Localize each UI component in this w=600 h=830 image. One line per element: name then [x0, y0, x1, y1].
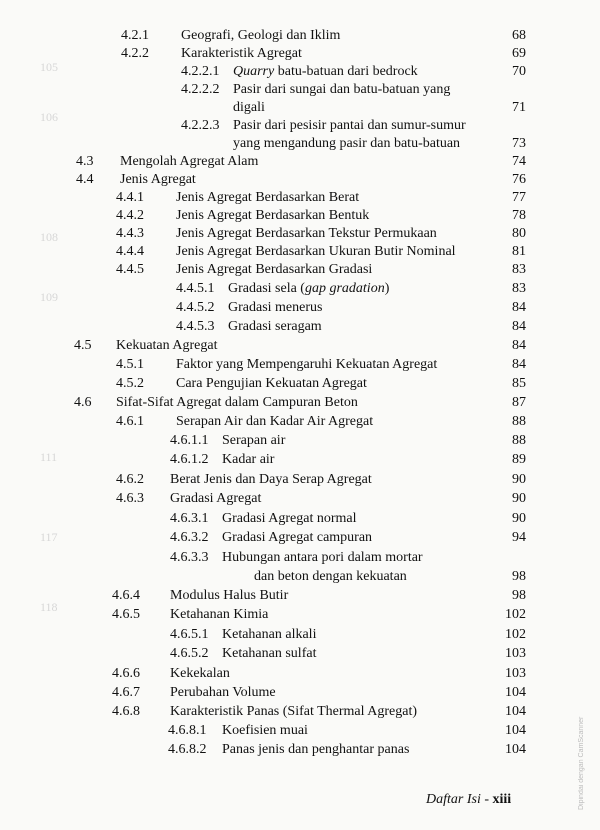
- entry-title-italic: Quarry: [233, 64, 275, 79]
- toc-entry[interactable]: [0, 206, 600, 226]
- entry-number: 4.6.5.2: [170, 646, 209, 661]
- entry-title: Jenis Agregat Berdasarkan Tekstur Permukaan: [176, 226, 437, 241]
- entry-number: 4.6.8.1: [168, 723, 207, 738]
- toc-entry[interactable]: [0, 489, 600, 509]
- footer-label: Daftar Isi: [426, 792, 481, 807]
- entry-number: 4.4.1: [116, 190, 144, 205]
- entry-page: 74: [512, 154, 526, 169]
- entry-title: Pasir dari pesisir pantai dan sumur-sumur: [233, 118, 466, 133]
- entry-number: 4.4.4: [116, 244, 144, 259]
- entry-title: Berat Jenis dan Daya Serap Agregat: [170, 472, 372, 487]
- entry-number: 4.6.3: [116, 491, 144, 506]
- entry-page: 89: [512, 452, 526, 467]
- toc-entry[interactable]: [0, 374, 600, 394]
- entry-page: 102: [505, 627, 526, 642]
- entry-title: Pasir dari sungai dan batu-batuan yang: [233, 82, 451, 97]
- entry-title: Mengolah Agregat Alam: [120, 154, 259, 169]
- toc-entry[interactable]: [0, 170, 600, 190]
- entry-title: [228, 279, 389, 299]
- entry-page: 73: [512, 136, 526, 151]
- entry-number: 4.6.6: [112, 666, 140, 681]
- entry-page: 104: [505, 685, 526, 700]
- entry-title: Ketahanan Kimia: [170, 607, 269, 622]
- entry-title: Koefisien muai: [222, 723, 308, 738]
- toc-entry[interactable]: [0, 336, 600, 356]
- entry-page: 69: [512, 46, 526, 61]
- entry-title: Modulus Halus Butir: [170, 588, 289, 603]
- entry-number: 4.2.1: [121, 28, 149, 43]
- entry-number: 4.5: [74, 338, 92, 353]
- toc-entry-continuation[interactable]: [0, 134, 600, 154]
- entry-number: 4.6: [74, 395, 92, 410]
- toc-entry[interactable]: [0, 431, 600, 451]
- entry-title-italic: gap gradation: [304, 281, 385, 296]
- bleed-through: 108: [40, 230, 58, 244]
- toc-entry[interactable]: [0, 625, 600, 645]
- entry-title: Gradasi Agregat: [170, 491, 262, 506]
- entry-title: Gradasi menerus: [228, 300, 323, 315]
- entry-page: 84: [512, 300, 526, 315]
- entry-page: 90: [512, 511, 526, 526]
- entry-page: 80: [512, 226, 526, 241]
- entry-title: Jenis Agregat: [120, 172, 196, 187]
- entry-title: Serapan air: [222, 433, 286, 448]
- entry-number: 4.2.2.1: [181, 64, 220, 79]
- entry-page: 104: [505, 723, 526, 738]
- entry-page: 87: [512, 395, 526, 410]
- entry-number: 4.6.4: [112, 588, 140, 603]
- toc-entry[interactable]: [0, 721, 600, 741]
- entry-title: Ketahanan alkali: [222, 627, 317, 642]
- bleed-through: 111: [40, 450, 58, 464]
- entry-number: 4.6.3.2: [170, 530, 209, 545]
- entry-page: 90: [512, 472, 526, 487]
- entry-number: 4.4.5.2: [176, 300, 215, 315]
- bleed-through: 105: [40, 60, 58, 74]
- entry-title: Jenis Agregat Berdasarkan Berat: [176, 190, 360, 205]
- entry-number: 4.6.3.3: [170, 550, 209, 565]
- entry-title: Gradasi Agregat campuran: [222, 530, 373, 545]
- entry-title: Kekekalan: [170, 666, 230, 681]
- entry-title-continuation: dan beton dengan kekuatan: [254, 569, 407, 584]
- entry-number: 4.6.1.1: [170, 433, 209, 448]
- entry-page: 81: [512, 244, 526, 259]
- entry-title: Serapan Air dan Kadar Air Agregat: [176, 414, 374, 429]
- toc-entry[interactable]: [0, 683, 600, 703]
- entry-title: Geografi, Geologi dan Iklim: [181, 28, 341, 43]
- entry-title: Jenis Agregat Berdasarkan Ukuran Butir Nominal: [176, 244, 456, 259]
- entry-title: Ketahanan sulfat: [222, 646, 317, 661]
- bleed-through: 109: [40, 290, 58, 304]
- toc-entry[interactable]: [0, 152, 600, 172]
- toc-entry[interactable]: [0, 242, 600, 262]
- toc-entry[interactable]: [0, 298, 600, 318]
- entry-number: 4.5.1: [116, 357, 144, 372]
- toc-entry-continuation[interactable]: [0, 98, 600, 118]
- entry-page: 88: [512, 414, 526, 429]
- toc-entry-continuation[interactable]: [0, 567, 600, 587]
- page-footer: [426, 792, 511, 808]
- entry-number: 4.2.2.2: [181, 82, 220, 97]
- entry-title: Jenis Agregat Berdasarkan Gradasi: [176, 262, 373, 277]
- entry-title: Hubungan antara pori dalam mortar: [222, 550, 423, 565]
- entry-page: 85: [512, 376, 526, 391]
- entry-page: 98: [512, 588, 526, 603]
- toc-entry[interactable]: [0, 116, 600, 136]
- footer-separator: -: [480, 792, 493, 807]
- toc-entry[interactable]: [0, 450, 600, 470]
- toc-entry[interactable]: [0, 62, 600, 82]
- entry-number: 4.6.8.2: [168, 742, 207, 757]
- entry-number: 4.6.1.2: [170, 452, 209, 467]
- toc-entry[interactable]: [0, 644, 600, 664]
- toc-entry[interactable]: [0, 26, 600, 46]
- entry-page: 88: [512, 433, 526, 448]
- entry-title: Kekuatan Agregat: [116, 338, 218, 353]
- entry-number: 4.6.1: [116, 414, 144, 429]
- toc-entry[interactable]: [0, 509, 600, 529]
- entry-page: 102: [505, 607, 526, 622]
- entry-number: 4.3: [76, 154, 94, 169]
- entry-title-rest: batu-batuan dari bedrock: [274, 64, 418, 79]
- toc-entry[interactable]: [0, 44, 600, 64]
- bleed-through: 106: [40, 110, 58, 124]
- entry-page: 78: [512, 208, 526, 223]
- entry-number: 4.4.5.3: [176, 319, 215, 334]
- toc-entry[interactable]: [0, 528, 600, 548]
- scanner-watermark: Dipindai dengan CamScanner: [578, 716, 585, 810]
- toc-entry[interactable]: [0, 664, 600, 684]
- entry-page: 83: [512, 281, 526, 296]
- entry-title: Faktor yang Mempengaruhi Kekuatan Agregat: [176, 357, 438, 372]
- entry-title-pre: Gradasi sela (: [228, 281, 305, 296]
- entry-number: 4.6.8: [112, 704, 140, 719]
- toc-entry[interactable]: [0, 412, 600, 432]
- toc-entry[interactable]: [0, 355, 600, 375]
- toc-entry[interactable]: [0, 605, 600, 625]
- entry-title: Karakteristik Agregat: [181, 46, 302, 61]
- entry-title: Jenis Agregat Berdasarkan Bentuk: [176, 208, 370, 223]
- toc-entry[interactable]: [0, 188, 600, 208]
- entry-title: Kadar air: [222, 452, 275, 467]
- toc-entry[interactable]: [0, 260, 600, 280]
- toc-entry[interactable]: [0, 740, 600, 760]
- entry-title: Karakteristik Panas (Sifat Thermal Agregat): [170, 704, 417, 719]
- entry-page: 70: [512, 64, 526, 79]
- entry-title-continuation: digali: [233, 100, 265, 115]
- toc-entry[interactable]: [0, 702, 600, 722]
- entry-title: Gradasi Agregat normal: [222, 511, 357, 526]
- toc-entry[interactable]: [0, 586, 600, 606]
- bleed-through: 118: [40, 600, 58, 614]
- entry-title: [233, 62, 418, 82]
- toc-entry[interactable]: [0, 548, 600, 568]
- entry-number: 4.5.2: [116, 376, 144, 391]
- entry-number: 4.2.2.3: [181, 118, 220, 133]
- entry-page: 94: [512, 530, 526, 545]
- entry-page: 68: [512, 28, 526, 43]
- footer-page-number: xiii: [492, 792, 512, 807]
- entry-page: 90: [512, 491, 526, 506]
- entry-title: Panas jenis dan penghantar panas: [222, 742, 410, 757]
- entry-page: 71: [512, 100, 526, 115]
- entry-page: 76: [512, 172, 526, 187]
- entry-number: 4.4.2: [116, 208, 144, 223]
- entry-page: 103: [505, 646, 526, 661]
- entry-title: Gradasi seragam: [228, 319, 322, 334]
- toc-entry[interactable]: [0, 470, 600, 490]
- toc-entry[interactable]: [0, 317, 600, 337]
- entry-title: Perubahan Volume: [170, 685, 276, 700]
- entry-number: 4.6.5.1: [170, 627, 209, 642]
- toc-entry[interactable]: [0, 224, 600, 244]
- entry-page: 104: [505, 742, 526, 757]
- entry-page: 84: [512, 319, 526, 334]
- entry-title: Sifat-Sifat Agregat dalam Campuran Beton: [116, 395, 358, 410]
- entry-number: 4.2.2: [121, 46, 149, 61]
- entry-page: 84: [512, 338, 526, 353]
- entry-page: 104: [505, 704, 526, 719]
- entry-number: 4.4.3: [116, 226, 144, 241]
- toc-entry[interactable]: [0, 80, 600, 100]
- toc-entry[interactable]: [0, 279, 600, 299]
- entry-page: 84: [512, 357, 526, 372]
- entry-page: 77: [512, 190, 526, 205]
- entry-page: 98: [512, 569, 526, 584]
- entry-title: Cara Pengujian Kekuatan Agregat: [176, 376, 367, 391]
- entry-title-rest: ): [384, 281, 390, 296]
- entry-number: 4.6.7: [112, 685, 140, 700]
- entry-page: 103: [505, 666, 526, 681]
- entry-page: 83: [512, 262, 526, 277]
- entry-number: 4.6.2: [116, 472, 144, 487]
- entry-title-continuation: yang mengandung pasir dan batu-batuan: [233, 136, 461, 151]
- entry-number: 4.6.3.1: [170, 511, 209, 526]
- entry-number: 4.4.5.1: [176, 281, 215, 296]
- entry-number: 4.4: [76, 172, 94, 187]
- toc-entry[interactable]: [0, 393, 600, 413]
- entry-number: 4.6.5: [112, 607, 140, 622]
- entry-number: 4.4.5: [116, 262, 144, 277]
- bleed-through: 117: [40, 530, 58, 544]
